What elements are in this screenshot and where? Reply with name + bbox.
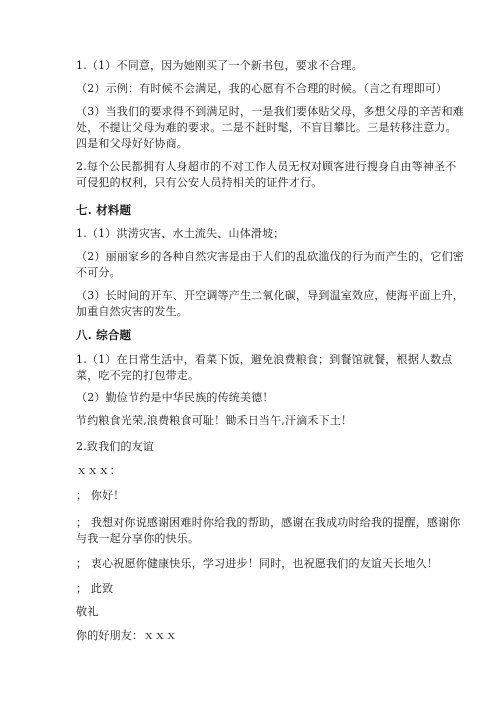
material-1-3-line1: （3）长时间的开车、开空调等产生二氧化碳，导到温室效应，使海平面上升， [76,289,464,302]
section-7-heading: 七. 材料题 [76,203,132,217]
material-1-2-line1: （2）丽丽家乡的各种自然灾害是由于人们的乱砍滥伐的行为而产生的，它们密 [76,250,464,263]
answer-1-1: 1.（1）不同意，因为她刚买了一个新书包，要求不合理。 [76,59,363,72]
slogan: 节约粮食光荣,浪费粮食可耻！锄禾日当午,汗滴禾下土！ [76,414,353,427]
letter-body-line1: ； 我想对你说感谢困难时你给我的帮助，感谢在我成功时给我的提醒，感谢你 [76,516,461,529]
answer-1-3-line2: 处，不提让父母为难的要求。二是不赶时髦，不盲目攀比。三是转移注意力。 [76,121,457,134]
letter-title: 2.致我们的友谊 [76,440,155,453]
letter-salutation: ｘｘｘ： [76,464,121,477]
answer-1-2: （2）示例：有时候不会满足，我的心愿有不合理的时候。（言之有理即可） [76,82,448,95]
comprehensive-1-1-line1: 1.（1）在日常生活中，看菜下饭，避免浪费粮食；到餐馆就餐，根据人数点 [76,353,453,366]
letter-body-line2: 与我一起分享你的快乐。 [76,532,200,545]
answer-1-3-line1: （3）当我们的要求得不到满足时，一是我们要体贴父母，多想父母的辛苦和难 [76,105,464,118]
material-1-2-line2: 不可分。 [76,266,121,279]
comprehensive-1-1-line2: 菜，吃不完的打包带走。 [76,369,200,382]
section-8-heading: 八. 综合题 [76,328,132,342]
answer-2-line1: 2.每个公民都拥有人身超市的不对工作人员无权对顾客进行搜身自由等神圣不 [76,160,457,173]
answer-1-3-line3: 四是和父母好好协商。 [76,137,188,150]
letter-greeting: ； 你好！ [76,489,125,502]
comprehensive-1-2: （2）勤俭节约是中华民族的传统美德！ [76,391,274,404]
answer-2-line2: 可侵犯的权利，只有公安人员持相关的证件才行。 [76,176,323,189]
material-1-1: 1.（1）洪涝灾害、水土流失、山体滑坡； [76,227,285,240]
letter-regards: 敬礼 [76,605,99,618]
letter-wishes: ； 衷心祝愿你健康快乐，学习进步！同时，也祝愿我们的友谊天长地久！ [76,557,439,570]
letter-signature: 你的好朋友：ｘｘｘ [76,629,177,642]
letter-closing: ； 此致 [76,582,114,595]
material-1-3-line2: 加重自然灾害的发生。 [76,305,188,318]
